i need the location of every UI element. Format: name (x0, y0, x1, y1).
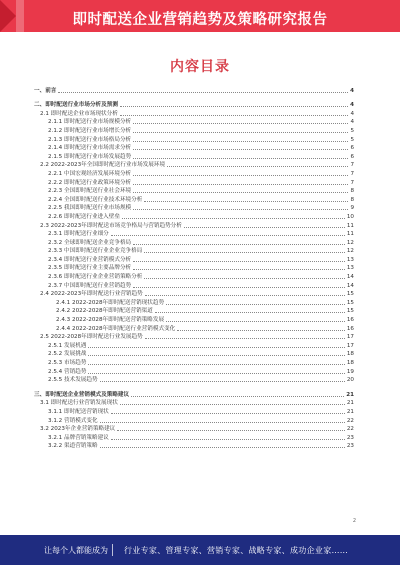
toc-entry-label: 2.3.5 即时配送行业主要品牌分析 (48, 265, 132, 272)
toc-entry[interactable] (34, 289, 354, 298)
toc-entry-label: 2.1.1 即时配送行业市场规模分析 (48, 119, 132, 126)
toc-entry-page: 5 (350, 127, 354, 134)
toc-entry[interactable] (34, 246, 354, 255)
toc-entry-page: 7 (350, 162, 354, 169)
toc-dot-leader (145, 295, 345, 296)
toc-entry-page: 15 (346, 291, 354, 298)
toc-entry[interactable] (34, 297, 354, 306)
toc-dot-leader (111, 413, 345, 414)
page-number: 2 (352, 518, 356, 524)
toc-entry-label: 3.1.1 即时配送营销现状 (48, 408, 109, 415)
toc-dot-leader (144, 278, 345, 279)
toc-entry[interactable] (34, 424, 354, 433)
toc-entry[interactable] (34, 143, 354, 152)
toc-entry[interactable] (34, 229, 354, 238)
table-of-contents (34, 85, 354, 449)
toc-entry[interactable] (34, 186, 354, 195)
toc-entry[interactable] (34, 220, 354, 229)
toc-entry[interactable] (34, 441, 354, 450)
toc-dot-leader (133, 149, 348, 150)
toc-entry[interactable] (34, 263, 354, 272)
toc-entry-page: 11 (346, 231, 354, 238)
toc-entry-label: 2.3.6 即时配送行业企业营销策略分析 (48, 274, 143, 281)
toc-dot-leader (166, 321, 345, 322)
toc-entry-page: 4 (350, 110, 354, 117)
toc-dot-leader (166, 304, 345, 305)
toc-dot-leader (133, 287, 345, 288)
toc-dot-leader (133, 132, 348, 133)
toc-entry-page: 4 (350, 119, 354, 126)
toc-entry-label: 2.2.5 我国即时配送行业市场规模 (48, 205, 132, 212)
toc-entry-page: 5 (350, 136, 354, 143)
toc-dot-leader (144, 252, 345, 253)
toc-entry-page: 13 (346, 265, 354, 272)
toc-entry-label: 2.3.3 中国即时配送行业企业竞争格局 (48, 248, 143, 255)
toc-entry[interactable] (34, 432, 354, 441)
toc-entry[interactable] (34, 340, 354, 349)
toc-entry-page: 17 (346, 334, 354, 341)
toc-dot-leader (117, 430, 345, 431)
toc-entry-label: 2.4.2 2022-2028年即时配送营销渠道 (56, 308, 153, 315)
toc-entry-label: 3.2 2023年企业营销策略建议 (40, 426, 116, 433)
toc-entry-label: 三、即时配送企业营销模式及策略建议 (34, 391, 130, 398)
toc-dot-leader (88, 373, 344, 374)
toc-entry-label: 3.1 即时配送行业营销发展现状 (40, 400, 118, 407)
toc-entry-label: 2.2.4 全国即时配送行业技术环境分析 (48, 196, 143, 203)
toc-entry[interactable] (34, 357, 354, 366)
toc-dot-leader (133, 269, 345, 270)
toc-dot-leader (88, 364, 344, 365)
toc-dot-leader (133, 192, 348, 193)
toc-dot-leader (133, 175, 348, 176)
toc-entry[interactable] (34, 85, 354, 94)
header-banner (0, 0, 400, 32)
toc-dot-leader (155, 312, 345, 313)
toc-entry-label: 2.1.2 即时配送行业市场增长分析 (48, 127, 132, 134)
toc-entry-page: 23 (346, 434, 354, 441)
toc-entry-label: 2.3 2022-2023年即时配送市场竞争格局与营销趋势分析 (40, 222, 182, 229)
toc-dot-leader (133, 123, 348, 124)
toc-entry-page: 7 (350, 179, 354, 186)
toc-entry-page: 16 (346, 325, 354, 332)
toc-entry[interactable] (34, 406, 354, 415)
toc-entry-label: 2.1.5 即时配送行业市场发展趋势 (48, 153, 132, 160)
toc-entry-page: 20 (346, 377, 354, 384)
toc-entry-page: 8 (350, 188, 354, 195)
toc-entry-page: 13 (346, 256, 354, 263)
toc-entry-page: 11 (346, 222, 354, 229)
toc-entry-page: 10 (346, 213, 354, 220)
toc-dot-leader (133, 244, 345, 245)
toc-dot-leader (100, 381, 345, 382)
toc-entry-page: 19 (346, 368, 354, 375)
toc-entry-label: 3.1.2 营销模式变化 (48, 417, 98, 424)
toc-dot-leader (177, 330, 345, 331)
toc-entry-page: 18 (346, 360, 354, 366)
toc-entry[interactable] (34, 271, 354, 280)
toc-entry-page: 22 (346, 426, 354, 433)
toc-heading: 内容目录 (170, 59, 230, 75)
toc-entry-page: 8 (350, 196, 354, 203)
toc-entry-label: 2.4.4 2022-2028年即时配送行业营销模式变化 (56, 325, 176, 332)
toc-dot-leader (88, 347, 344, 348)
toc-entry-label: 2.2.6 即时配送行业进入壁垒 (48, 213, 120, 220)
toc-entry-page: 9 (350, 205, 354, 212)
toc-dot-leader (133, 261, 345, 262)
footer-slogan-right: 行业专家、管理专家、营销专家、战略专家、成功企业家…… (124, 546, 349, 555)
toc-entry-label: 2.2.2 即时配送行业政策环境分析 (48, 179, 132, 186)
toc-entry[interactable] (34, 237, 354, 246)
footer-divider (112, 544, 113, 556)
toc-entry[interactable] (34, 254, 354, 263)
toc-entry-page: 15 (346, 308, 354, 315)
toc-dot-leader (111, 235, 345, 236)
toc-dot-leader (184, 227, 345, 228)
toc-entry-label: 2.1.4 即时配送行业市场需求分析 (48, 145, 132, 152)
toc-entry-page: 7 (350, 170, 354, 177)
footer-banner (0, 535, 400, 565)
toc-entry[interactable] (34, 151, 354, 160)
toc-entry[interactable] (34, 134, 354, 143)
toc-entry[interactable] (34, 117, 354, 126)
toc-entry[interactable] (34, 332, 354, 341)
toc-entry-label: 3.2.2 渠道营销策略 (48, 443, 98, 450)
toc-entry-label: 2.1.3 即时配送行业市场格局分析 (48, 136, 132, 143)
toc-entry-page: 18 (346, 351, 354, 358)
toc-dot-leader (145, 338, 345, 339)
toc-entry-page: 6 (350, 145, 354, 152)
toc-entry-page: 21 (346, 391, 354, 398)
toc-dot-leader (100, 422, 345, 423)
toc-entry-label: 2.4 2022-2023年即时配送行业营销趋势 (40, 291, 143, 298)
toc-entry-label: 2.4.1 2022-2028年即时配送营销现状趋势 (56, 299, 165, 306)
toc-entry-label: 2.5.2 发展挑战 (48, 351, 87, 358)
toc-entry[interactable] (34, 177, 354, 186)
toc-entry-label: 2.5.4 营销趋势 (48, 368, 87, 375)
toc-entry-label: 2.3.4 即时配送行业营销模式分析 (48, 256, 132, 263)
toc-entry-label: 一、前言 (34, 87, 57, 94)
toc-entry[interactable] (34, 168, 354, 177)
toc-dot-leader (144, 201, 348, 202)
toc-dot-leader (120, 115, 349, 116)
toc-entry-label: 2.5 2022-2028年即时配送行业发展趋势 (40, 334, 143, 341)
toc-entry-page: 12 (346, 239, 354, 246)
toc-entry-label: 2.1 即时配送企业市场现状分析 (40, 110, 118, 117)
toc-entry-label: 二、即时配送行业市场分析及预测 (34, 102, 118, 109)
toc-entry[interactable] (34, 194, 354, 203)
toc-entry-label: 2.5.3 市场趋势 (48, 360, 87, 366)
toc-dot-leader (131, 396, 344, 397)
toc-entry-page: 14 (346, 282, 354, 289)
report-title: 即时配送企业营销趋势及策略研究报告 (72, 12, 328, 28)
toc-dot-leader (133, 141, 348, 142)
toc-entry[interactable] (34, 125, 354, 134)
toc-entry-label: 2.2.1 中国宏观经济发展环境分析 (48, 170, 132, 177)
toc-entry[interactable] (34, 211, 354, 220)
toc-dot-leader (133, 158, 348, 159)
toc-entry[interactable] (34, 323, 354, 332)
toc-entry[interactable] (34, 306, 354, 315)
toc-entry-page: 4 (350, 87, 354, 94)
toc-entry[interactable] (34, 160, 354, 169)
toc-entry-label: 2.3.1 即时配送行业细分 (48, 231, 109, 238)
toc-entry-label: 2.4.3 2022-2028年即时配送营销策略发展 (56, 317, 165, 324)
toc-dot-leader (133, 209, 348, 210)
toc-entry-label: 2.3.2 全球即时配送企业竞争格局 (48, 239, 132, 246)
toc-dot-leader (167, 166, 348, 167)
toc-dot-leader (111, 439, 345, 440)
toc-entry-page: 12 (346, 248, 354, 255)
toc-entry-page: 22 (346, 417, 354, 424)
toc-dot-leader (122, 218, 345, 219)
toc-entry-page: 21 (346, 408, 354, 415)
toc-dot-leader (120, 106, 348, 107)
toc-entry[interactable] (34, 389, 354, 398)
toc-entry[interactable] (34, 398, 354, 407)
toc-entry-label: 2.2 2022-2023年全国即时配送行业市场发展环境 (40, 162, 166, 169)
toc-entry[interactable] (34, 203, 354, 212)
toc-dot-leader (100, 447, 345, 448)
toc-entry[interactable] (34, 349, 354, 358)
toc-entry[interactable] (34, 366, 354, 375)
toc-entry-page: 15 (346, 299, 354, 306)
toc-entry-label: 2.2.3 全国即时配送行业社会环境 (48, 188, 132, 195)
footer-slogan-left: 让每个人都能成为 (44, 546, 108, 555)
toc-entry[interactable] (34, 108, 354, 117)
toc-entry[interactable] (34, 100, 354, 109)
toc-entry-label: 2.5.1 发展机遇 (48, 342, 87, 349)
toc-dot-leader (120, 404, 345, 405)
toc-entry[interactable] (34, 415, 354, 424)
toc-dot-leader (58, 92, 348, 93)
toc-entry-page: 17 (346, 342, 354, 349)
toc-entry-label: 2.3.7 中国即时配送行业营销趋势 (48, 282, 132, 289)
toc-dot-leader (133, 184, 348, 185)
toc-entry-page: 16 (346, 317, 354, 324)
toc-entry-page: 21 (346, 400, 354, 407)
toc-entry-page: 14 (346, 274, 354, 281)
toc-entry[interactable] (34, 375, 354, 384)
toc-entry-page: 4 (350, 102, 354, 109)
toc-entry-label: 3.2.1 品牌营销策略建议 (48, 434, 109, 441)
toc-entry-label: 2.5.5 技术发展趋势 (48, 377, 98, 384)
toc-entry[interactable] (34, 280, 354, 289)
toc-entry[interactable] (34, 314, 354, 323)
toc-entry-page: 23 (346, 443, 354, 450)
toc-dot-leader (88, 355, 344, 356)
toc-entry-page: 6 (350, 153, 354, 160)
